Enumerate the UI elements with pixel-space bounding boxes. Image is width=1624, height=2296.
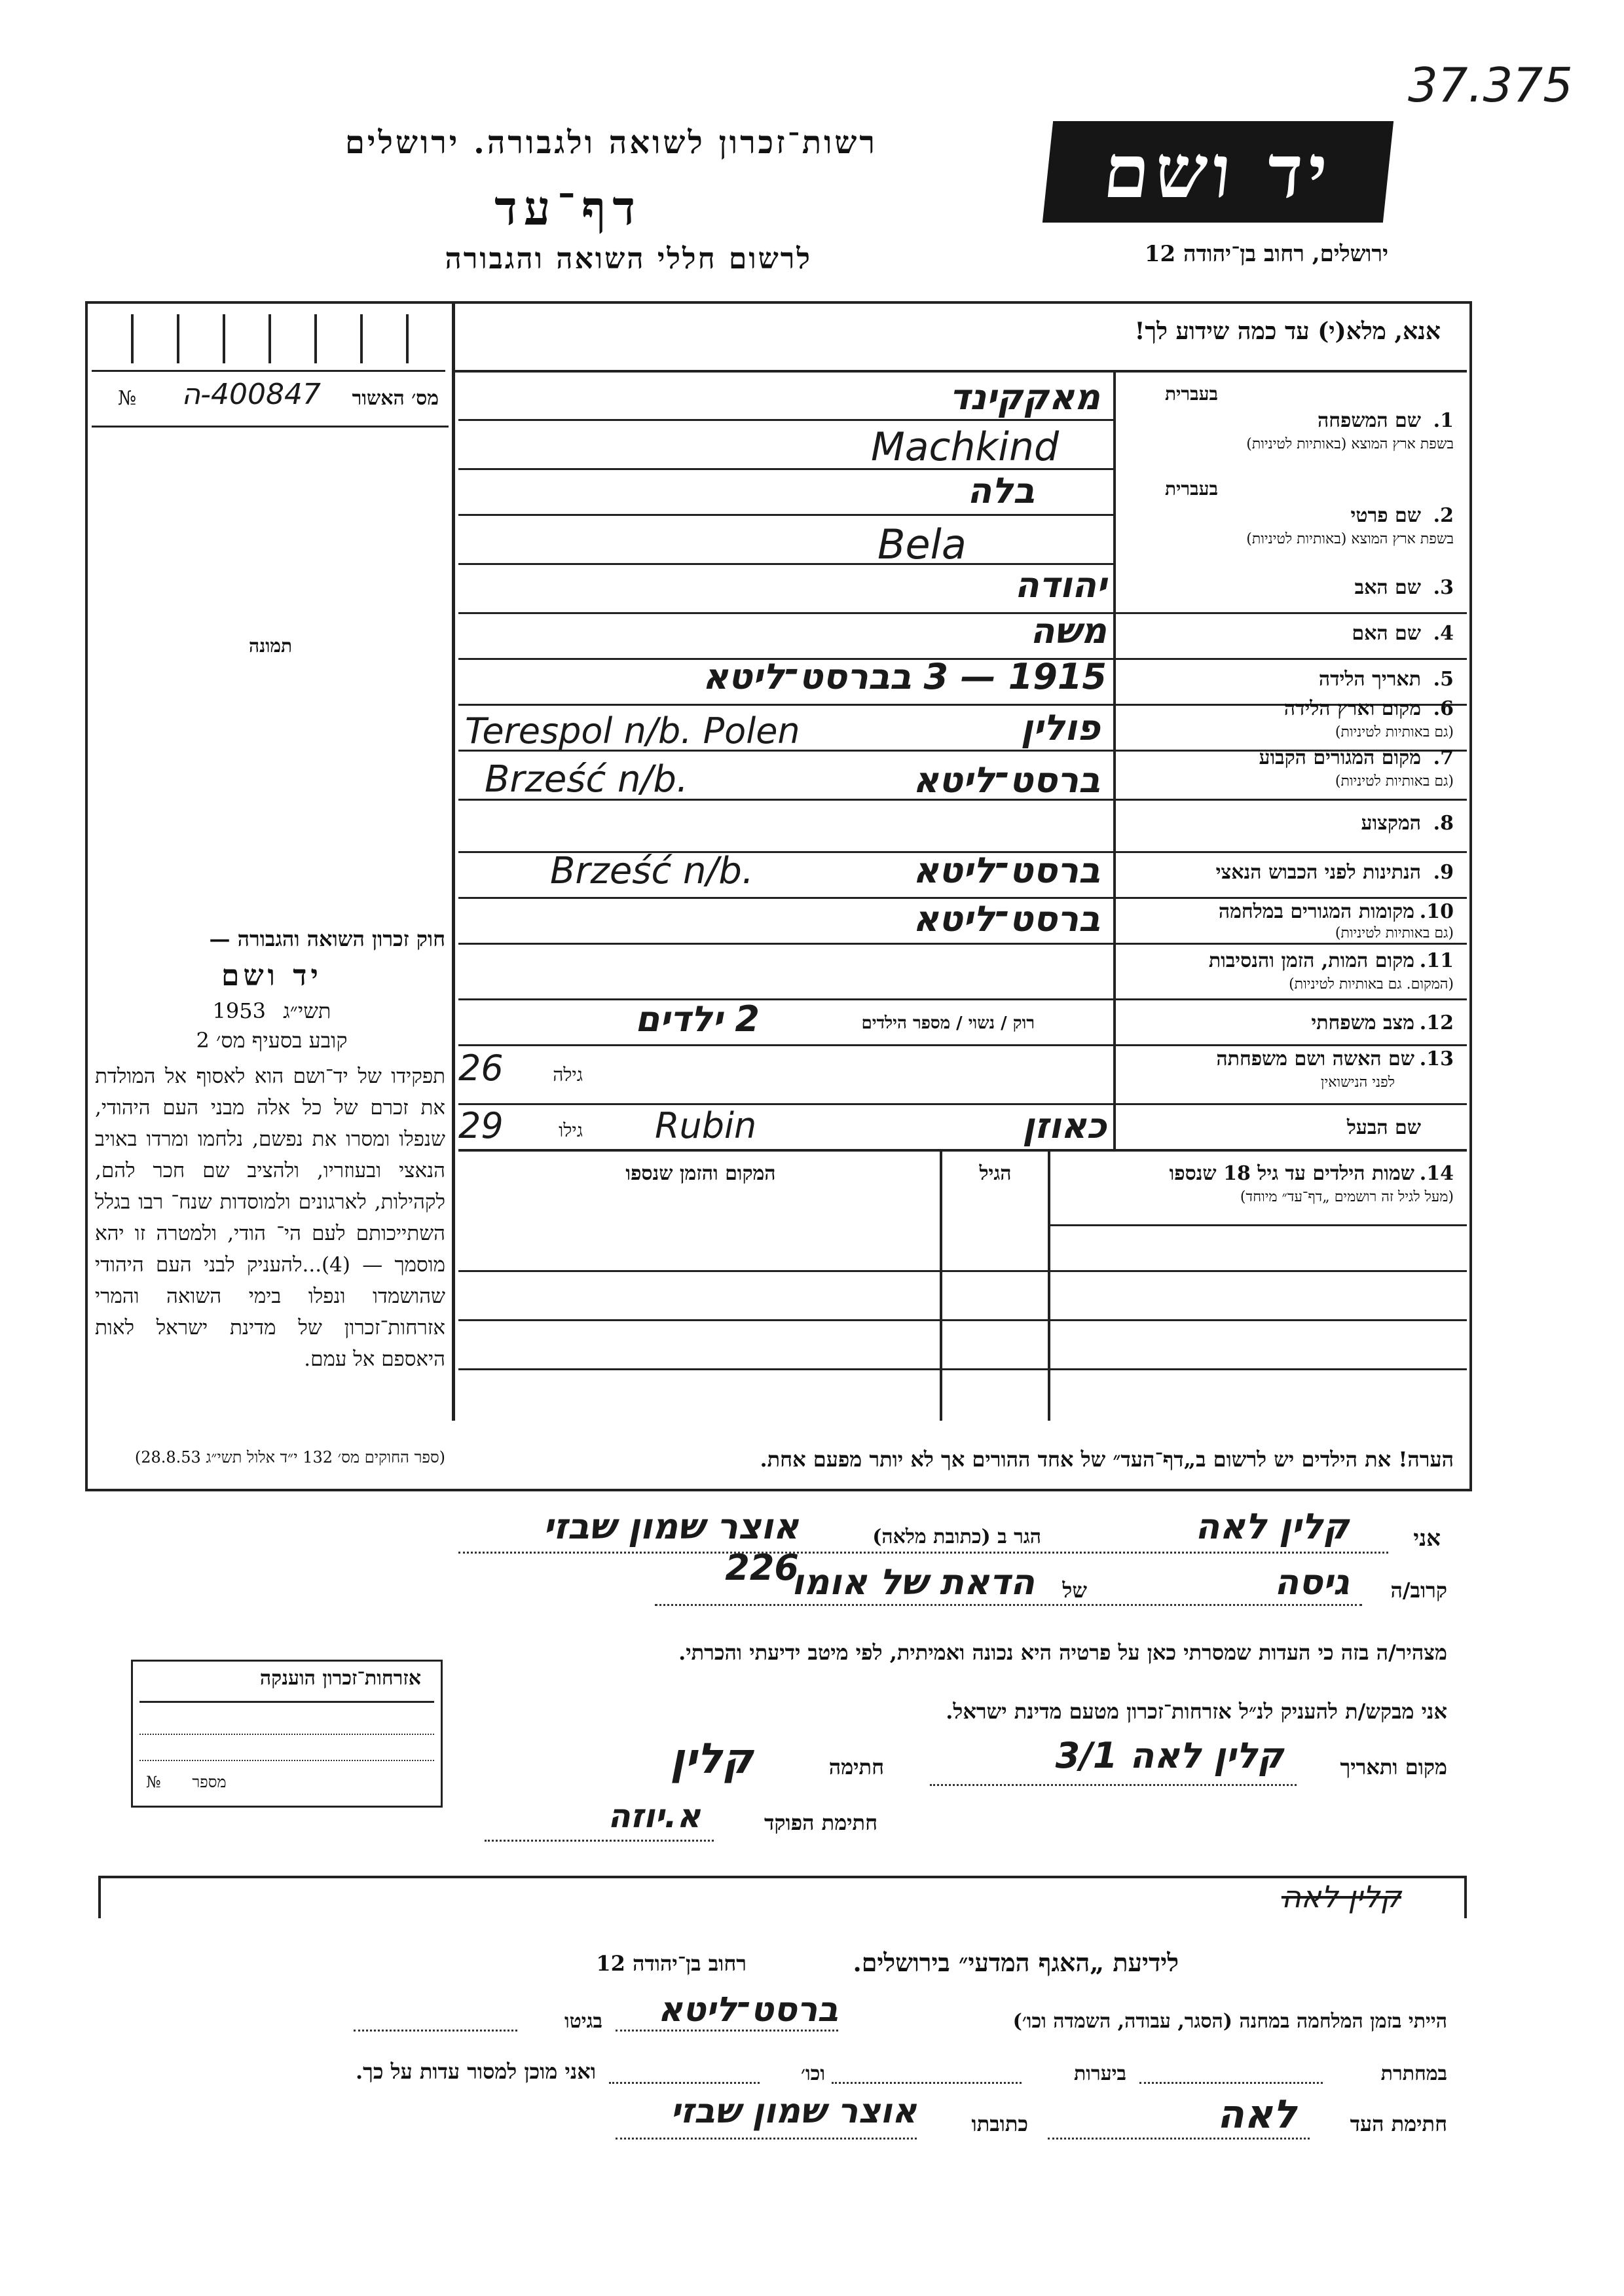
law-text: תפקידו של יד־ושם הוא לאסוף אל המולדת את זכרם של כל אלה מבני העם היהודי, שנפלו ומסרו את נפשם, נלחמו ומרדו באויב הנאצי ובעוזריו, ולהציב שם חכר להם, לקהילות, לארגונים ולמוסדות שנח־ רבו בגלל השתייכותם לעם הי־ הודי, ולמטרה זו יהא מוסמך — (4)...להעניק לבני העם היהודי שהושמדו ונפלו בימי השואה והמרי אזרחות־זכרון של מדינת ישראל לאות היאספם אל עמם. <box>95 1065 445 1371</box>
decl-place-date-value: קלין לאה 3/1 <box>1055 1735 1283 1776</box>
f10-label: מקומות המגורים במלחמה <box>1218 900 1414 923</box>
yad-vashem-logo <box>1043 121 1393 223</box>
decl-line-4 <box>485 1840 714 1842</box>
f9-value-he: ברסט־ליטא <box>913 850 1100 891</box>
address: ירושלים, רחוב בן־יהודה 12 <box>1144 241 1388 267</box>
f5-number: 5. <box>1433 668 1454 691</box>
f9-label: הנתינות לפני הכבוש הנאצי <box>1215 861 1421 884</box>
witness-sig-label: חתימת העד <box>1350 2111 1447 2136</box>
f5-label: תאריך הלידה <box>1318 668 1421 691</box>
ghetto-label: בגיטו <box>564 2010 602 2033</box>
f3-number: 3. <box>1433 576 1454 599</box>
f11-label: מקום המות, הזמן והנסיבות <box>1208 949 1414 972</box>
label-column-divider <box>1113 370 1116 1149</box>
underground-dots <box>1139 2082 1323 2084</box>
f6-sub: (גם באותיות לטיניות) <box>1335 724 1454 740</box>
bottom-line1: הייתי בזמן המלחמה במחנה (הסגר, עבודה, השמדה וכו׳) <box>1012 2010 1447 2033</box>
f6-label: מקום וארץ הלידה <box>1283 697 1421 720</box>
f5-value: 1915 — 3 בברסט־ליטא <box>702 656 1107 697</box>
rule <box>458 1103 1467 1105</box>
law-year-row <box>98 998 445 1023</box>
form-subtitle: לרשום חללי השואה והגבורה <box>445 242 812 276</box>
decl-line-3 <box>930 1784 1297 1786</box>
f7-value-latin: Brześć n/b. <box>485 758 688 801</box>
bottom-left-border <box>98 1876 101 1918</box>
f1-label: שם המשפחה <box>1317 409 1421 432</box>
decl-relative-value: גיסה <box>1274 1561 1349 1603</box>
decl-signature: חתימה <box>828 1755 884 1779</box>
f12-number: 12. <box>1419 1011 1454 1034</box>
decl-name-value: קלין לאה <box>1195 1506 1349 1547</box>
bottom-line1-dots <box>616 2030 838 2032</box>
f4-number: 4. <box>1433 622 1454 645</box>
f11-sub: (המקום. גם באותיות לטיניות) <box>1289 976 1454 993</box>
law-citation: (ספר החוקים מס׳ 132 י״ד אלול תשי״ג 28.8.53) <box>134 1448 445 1467</box>
f14-place-col: המקום והזמן שנספו <box>625 1162 776 1185</box>
law-title: חוק זכרון השואה והגבורה — <box>209 926 445 951</box>
decl-of: של <box>1062 1578 1087 1603</box>
bottom-separator <box>98 1876 1467 1878</box>
rule <box>458 943 1467 945</box>
rule <box>458 1044 1467 1046</box>
f8-label: המקצוע <box>1361 812 1421 835</box>
f3-value: יהודה <box>1014 564 1107 606</box>
f2-hebrew-value: בלה <box>967 470 1035 511</box>
department-address: רחוב בן־יהודה 12 <box>596 1951 747 1976</box>
decl-officer-value: א.יוזה <box>608 1797 701 1835</box>
ready-statement: ואני מוכן למסור עדות על כך. <box>355 2059 596 2084</box>
f1-hebrew-tag: בעברית <box>1164 383 1218 405</box>
f7-label: מקום המגורים הקבוע <box>1259 746 1421 769</box>
logo-text: יד ושם <box>1099 129 1337 215</box>
rule <box>458 1149 1467 1152</box>
f1-number: 1. <box>1433 409 1454 432</box>
form-title: דף־עד <box>494 180 642 236</box>
f4-value: משה <box>1030 610 1107 651</box>
f7-value-he: ברסט־ליטא <box>913 759 1100 801</box>
law-name: יד ושם <box>221 959 322 993</box>
f12-label: מצב משפחתי <box>1311 1011 1414 1034</box>
husband-age-label: גילו <box>559 1120 583 1141</box>
intro-underline <box>452 370 1467 373</box>
decl-of-value: הדאת של אומו <box>791 1561 1035 1603</box>
number-boxes <box>92 308 445 372</box>
f13-number: 13. <box>1419 1048 1454 1070</box>
f13-sub: לפני הנישואין <box>1320 1074 1395 1091</box>
husband-value-latin: Rubin <box>655 1105 757 1146</box>
citizenship-number-label: מספר <box>192 1773 227 1791</box>
address-dots <box>616 2138 917 2140</box>
etc-label: וכו׳ <box>801 2062 825 2085</box>
decl-place-date: מקום ותאריך <box>1340 1755 1447 1779</box>
f13-label: שם האשה ושם משפחתה <box>1216 1048 1414 1070</box>
f14-label: שמות הילדים עד גיל 18 שנספו <box>1169 1162 1414 1185</box>
f10-sub: (גם באותיות לטיניות) <box>1335 925 1454 941</box>
approval-row <box>118 378 439 416</box>
citizenship-box <box>131 1660 443 1808</box>
rule <box>458 1270 1467 1272</box>
f14-number: 14. <box>1419 1162 1454 1185</box>
f6-value-latin: Terespol n/b. Polen <box>465 710 800 752</box>
decl-line-1 <box>458 1552 1388 1554</box>
f2-latin-value: Bela <box>877 520 967 568</box>
bottom-right-border <box>1464 1876 1467 1918</box>
husband-age-value: 29 <box>458 1105 504 1146</box>
intro-text: אנא, מלא(י) עד כמה שידוע לך! <box>1134 318 1441 345</box>
decl-resides: הגר ב (כתובת מלאה) <box>872 1525 1041 1548</box>
struck-name: קלין לאה <box>1281 1879 1401 1914</box>
decl-statement: מצהיר/ה בזה כי העדות שמסרתי כאן על פרטיה היא נכונה ואמיתית, לפי מיטב ידיעתי והכרתי. <box>678 1640 1447 1665</box>
decl-address-value: אוצר שמון שבזי 226 <box>543 1506 799 1588</box>
children-table-divider-2 <box>940 1149 942 1421</box>
decl-request: אני מבקש/ת להעניק לנ״ל אזרחות־זכרון מטעם מדינת ישראל. <box>946 1699 1447 1724</box>
f6-value-he: פולין <box>1020 707 1100 748</box>
underground-label: במחתרת <box>1380 2062 1447 2085</box>
children-table-divider-1 <box>1048 1149 1050 1421</box>
f7-number: 7. <box>1433 746 1454 769</box>
decl-relative: קרוב/ה <box>1390 1578 1447 1603</box>
witness-sig-value: לאה <box>1217 2092 1297 2138</box>
f1-sub: בשפת ארץ המוצא (באותיות לטיניות) <box>1246 436 1454 452</box>
approval-prefix: № <box>118 387 137 410</box>
f2-label: שם פרטי <box>1350 504 1421 527</box>
approval-label: מס׳ האשור <box>352 387 439 410</box>
f4-label: שם האם <box>1352 622 1421 645</box>
f10-number: 10. <box>1419 900 1454 923</box>
rule <box>458 419 1113 421</box>
decl-officer-signature: חתימת הפוקד <box>764 1810 877 1835</box>
photo-label: תמונה <box>249 635 293 657</box>
f10-value: ברסט־ליטא <box>913 898 1100 939</box>
etc-dots <box>609 2082 760 2084</box>
address-label: כתובתו <box>971 2111 1028 2136</box>
citizenship-number-row <box>146 1773 421 1792</box>
f12-value: 2 ילדים <box>635 998 760 1040</box>
citizenship-number-prefix: № <box>146 1773 161 1791</box>
citizenship-title: אזרחות־זכרון הוענקה <box>259 1667 421 1690</box>
f11-number: 11. <box>1419 949 1454 972</box>
husband-label: שם הבעל <box>1346 1116 1421 1139</box>
bottom-line1-value: ברסט־ליטא <box>657 1990 838 2030</box>
left-column-divider <box>452 301 455 1421</box>
f3-label: שם האב <box>1354 576 1421 599</box>
approval-value: 400847-ה <box>181 378 321 411</box>
rule <box>458 514 1113 516</box>
f13-age-value: 26 <box>458 1048 504 1089</box>
f2-sub: בשפת ארץ המוצא (באותיות לטיניות) <box>1246 531 1454 547</box>
law-clause: קובע בסעיף מס׳ 2 <box>196 1028 348 1053</box>
f7-sub: (גם באותיות לטיניות) <box>1335 773 1454 790</box>
f14-sub: (מעל לגיל זה רושמים „דף־עד״ מיוחד) <box>1240 1189 1454 1205</box>
f6-number: 6. <box>1433 697 1454 720</box>
note: הערה! את הילדים יש לרשום ב„דף־העד״ של אחד ההורים אך לא יותר מפעם אחת. <box>760 1447 1454 1472</box>
approval-line <box>92 426 449 428</box>
rule <box>458 1368 1467 1370</box>
law-year: 1953 <box>212 998 266 1023</box>
authority-title: רשות־זכרון לשואה ולגבורה. ירושלים <box>344 124 877 161</box>
forests-dots <box>832 2082 1022 2084</box>
f9-number: 9. <box>1433 861 1454 884</box>
rule <box>1048 1224 1467 1226</box>
witness-sig-dots <box>1048 2138 1310 2140</box>
f8-number: 8. <box>1433 812 1454 835</box>
f2-hebrew-tag: בעברית <box>1164 478 1218 500</box>
law-year-he: תשי״ג <box>283 998 331 1023</box>
decl-ani: אני <box>1413 1525 1441 1552</box>
archive-number: 37.375 <box>1408 58 1573 113</box>
f9-value-latin: Brześć n/b. <box>550 850 754 892</box>
forests-label: ביערות <box>1073 2062 1126 2085</box>
f14-age-col: הגיל <box>979 1162 1012 1185</box>
f2-number: 2. <box>1433 504 1454 527</box>
rule <box>458 1319 1467 1321</box>
f13-age-label: גילה <box>553 1064 583 1085</box>
f1-latin-value: Machkind <box>871 424 1060 470</box>
address-value: אוצר שמון שבזי <box>670 2092 917 2131</box>
department: לידיעת „האגף המדעי״ בירושלים. <box>853 1948 1179 1977</box>
husband-value-he: כאוזן <box>1022 1105 1107 1146</box>
f1-hebrew-value: מאקקינד <box>949 376 1100 418</box>
ghetto-dots <box>354 2030 517 2032</box>
decl-signature-value: קלין <box>670 1735 753 1783</box>
f12-options: רוק / נשוי / מספר הילדים <box>861 1013 1035 1033</box>
decl-line-2 <box>655 1604 1362 1606</box>
